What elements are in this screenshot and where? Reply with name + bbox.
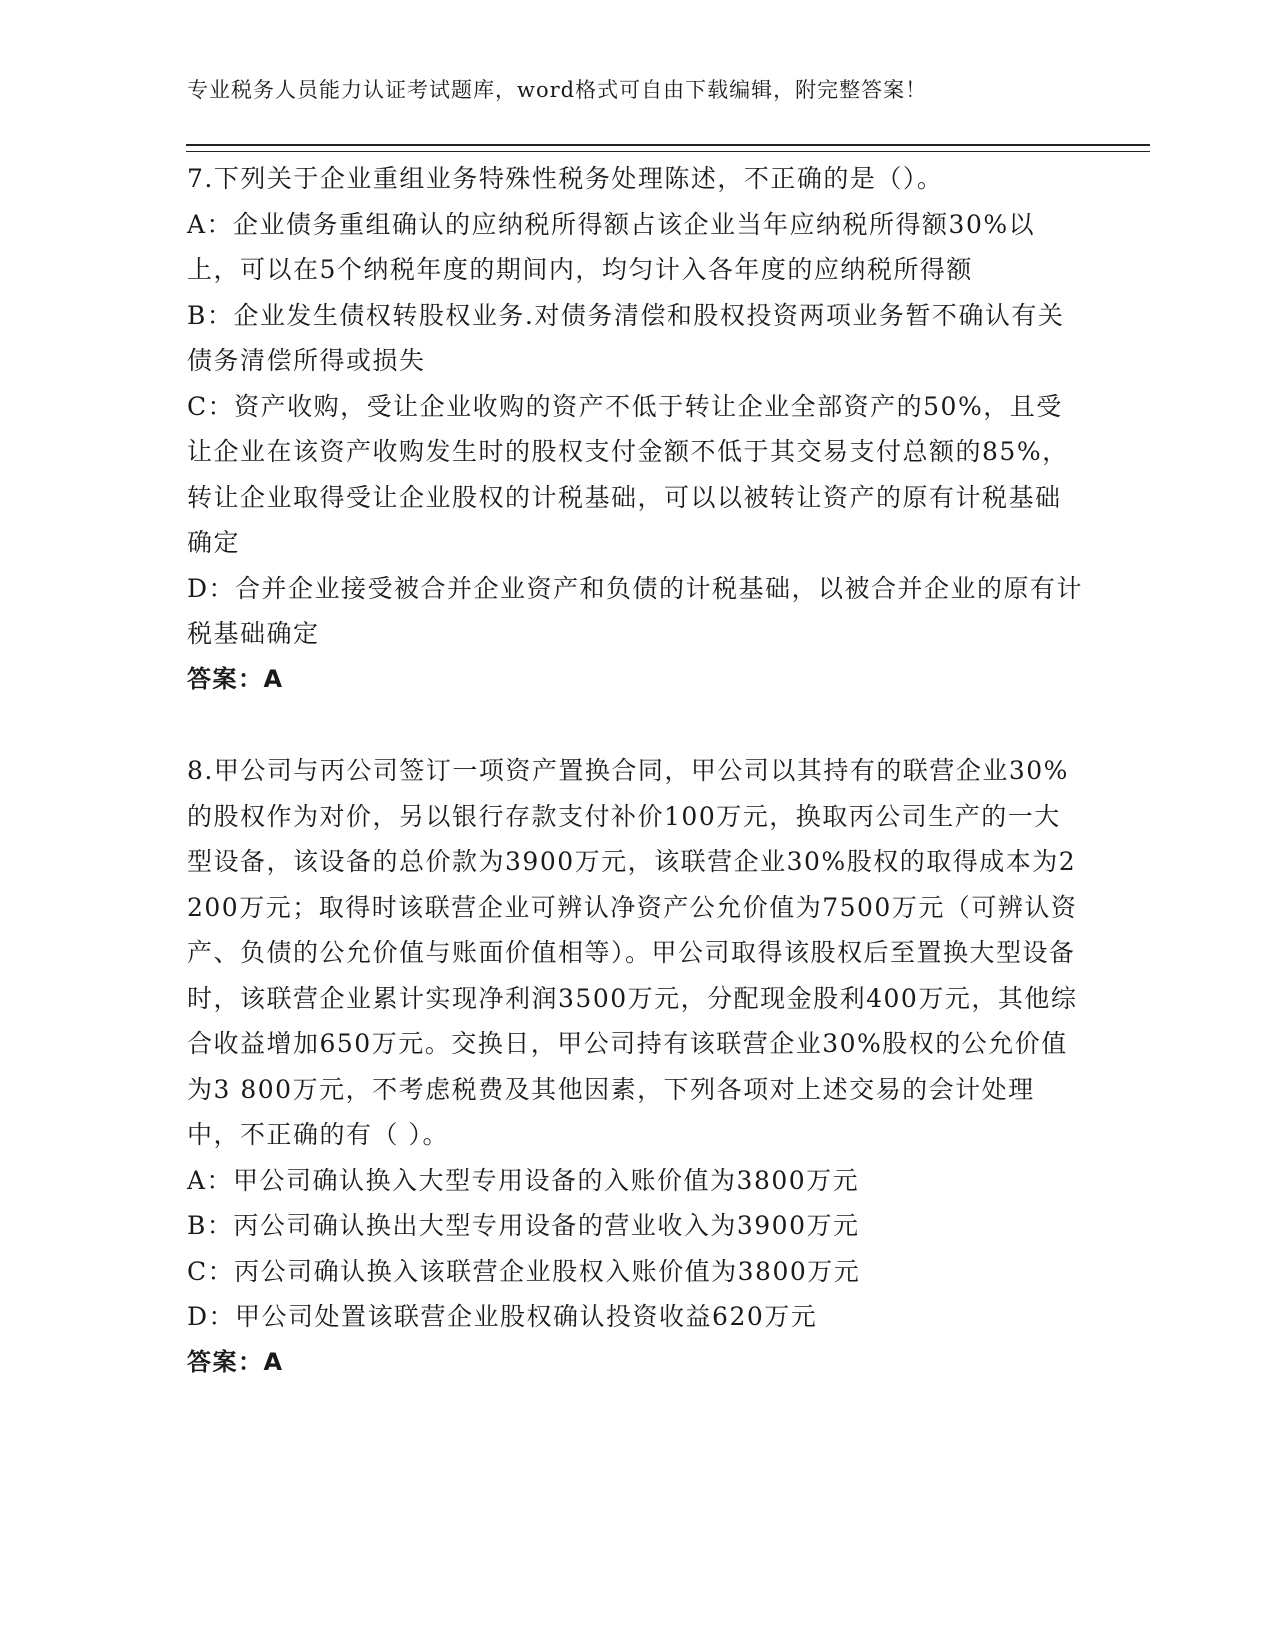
option-a: A：企业债务重组确认的应纳税所得额占该企业当年应纳税所得额30%以上，可以在5个纳税年度的期间内，均匀计入各年度的应纳税所得额 (187, 209, 1036, 284)
answer: 答案：A (187, 664, 284, 693)
question-spacer (187, 702, 1087, 748)
option-d: D：合并企业接受被合并企业资产和负债的计税基础，以被合并企业的原有计税基础确定 (187, 573, 1084, 648)
document-body (187, 156, 1087, 1385)
question-stem: 7.下列关于企业重组业务特殊性税务处理陈述，不正确的是（）。 (187, 164, 944, 193)
question-7 (187, 156, 1087, 702)
header-rule (186, 144, 1150, 152)
option-b: B：企业发生债权转股权业务.对债务清偿和股权投资两项业务暂不确认有关债务清偿所得或损失 (187, 300, 1065, 375)
option-c: C：丙公司确认换入该联营企业股权入账价值为3800万元 (187, 1256, 861, 1286)
option-c: C：资产收购，受让企业收购的资产不低于转让企业全部资产的50%，且受让企业在该资产收购发生时的股权支付金额不低于其交易支付总额的85%，转让企业取得受让企业股权的计税基础，可以以被转让资产的原有计税基础确定 (187, 391, 1069, 557)
option-d: D：甲公司处置该联营企业股权确认投资收益620万元 (187, 1302, 818, 1331)
question-8 (187, 748, 1087, 1385)
answer: 答案：A (187, 1347, 284, 1376)
page-header: 专业税务人员能力认证考试题库，word格式可自由下载编辑，附完整答案！ (187, 78, 928, 102)
question-stem: 8.甲公司与丙公司签订一项资产置换合同，甲公司以其持有的联营企业30%的股权作为对价，另以银行存款支付补价100万元，换取丙公司生产的一大型设备，该设备的总价款为3900万元，该联营企业30%股权的取得成本为2 200万元；取得时该联营企业可辨认净资产公允价值为7500万元（可辨认资产、负债的公允价值与账面价值相等）。甲公司取得该股权后至置换大型设备时，该联营企业累计实现净利润3500万元，分配现金股利400万元，其他综合收益增加650万元。交换日，甲公司持有该联营企业30%股权的公允价值为3 800万元，不考虑税费及其他因素，下列各项对上述交易的会计处理中，不正确的有（ ）。 (187, 756, 1078, 1149)
option-a: A：甲公司确认换入大型专用设备的入账价值为3800万元 (187, 1165, 860, 1195)
option-b: B：丙公司确认换出大型专用设备的营业收入为3900万元 (187, 1211, 860, 1240)
